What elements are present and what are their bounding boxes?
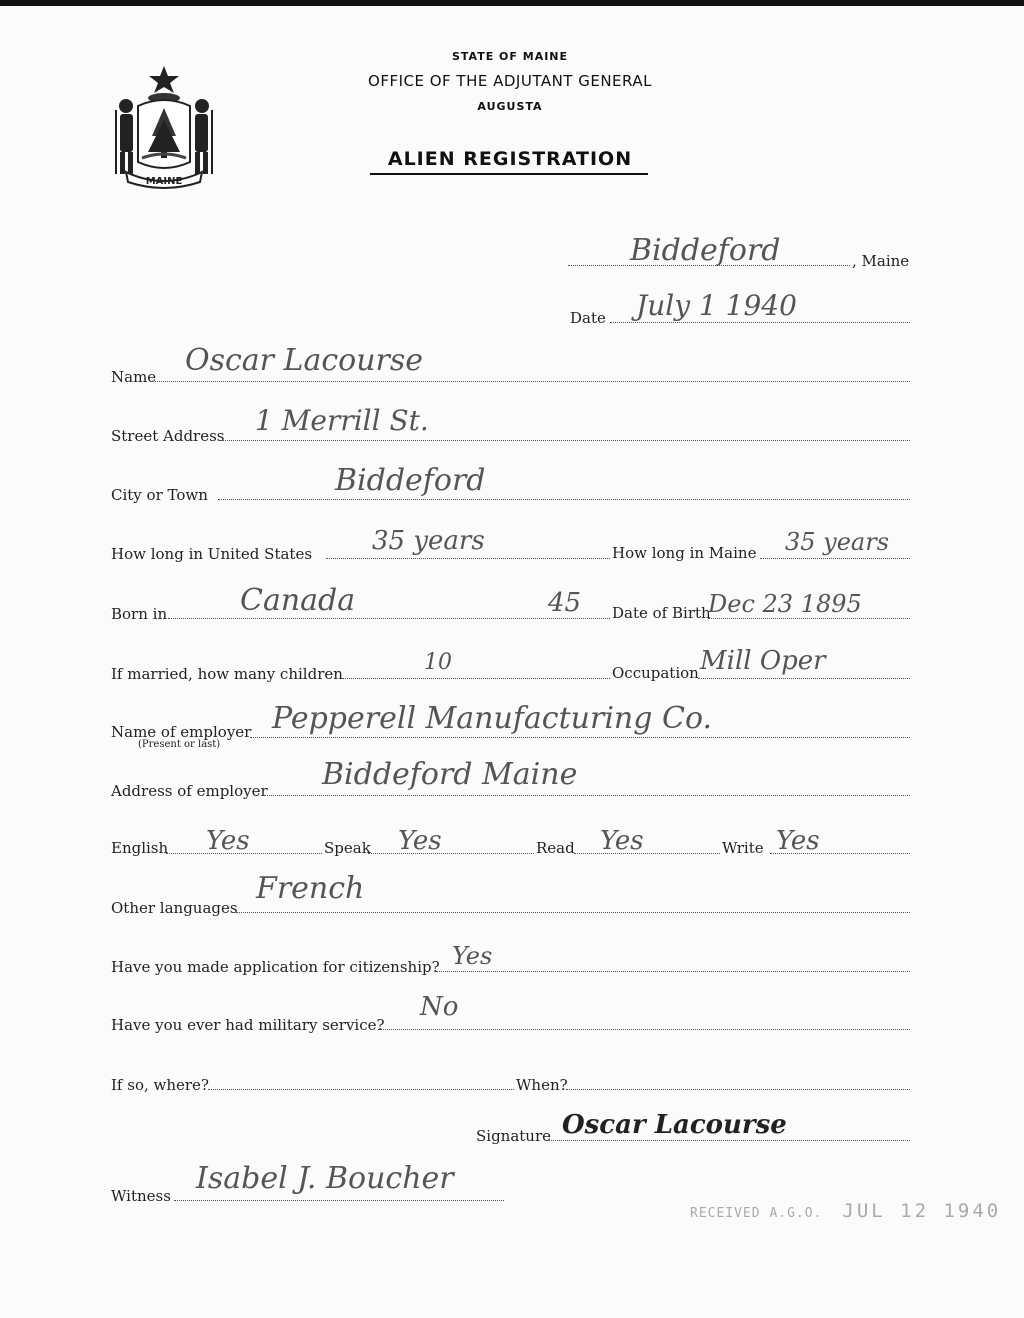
street-value[interactable]: 1 Merrill St. [255, 404, 429, 437]
speak-line [368, 853, 534, 854]
when-line [566, 1089, 910, 1090]
city-line [218, 499, 910, 500]
english-label: English [111, 839, 169, 857]
other-languages-label: Other languages [111, 899, 238, 917]
seal-banner: MAINE [145, 176, 183, 187]
citizenship-label: Have you made application for citizenship? [111, 958, 440, 976]
employer-address-line [264, 795, 910, 796]
witness-value[interactable]: Isabel J. Boucher [196, 1161, 454, 1196]
maine-state-seal [108, 62, 220, 192]
title-underline [370, 173, 648, 175]
occupation-value[interactable]: Mill Oper [700, 646, 826, 676]
city-heading: AUGUSTA [477, 100, 543, 113]
speak-value[interactable]: Yes [398, 826, 442, 856]
if-so-where-label: If so, where? [111, 1076, 209, 1094]
employer-label: Name of employer [111, 723, 252, 741]
name-line [155, 381, 910, 382]
occupation-label: Occupation [612, 664, 699, 682]
age-value[interactable]: 45 [548, 588, 582, 618]
how-long-me-line [760, 558, 910, 559]
city-label: City or Town [111, 486, 208, 504]
citizenship-line [436, 971, 910, 972]
born-in-label: Born in [111, 605, 168, 623]
born-in-line [168, 618, 610, 619]
street-line [222, 440, 910, 441]
read-line [574, 853, 720, 854]
dob-label: Date of Birth [612, 604, 711, 622]
signature-label: Signature [476, 1127, 552, 1145]
how-long-me-label: How long in Maine [612, 544, 757, 562]
other-languages-line [236, 912, 910, 913]
employer-address-value[interactable]: Biddeford Maine [322, 757, 578, 792]
children-value[interactable]: 10 [424, 650, 452, 675]
read-label: Read [536, 839, 575, 857]
dob-line [708, 618, 910, 619]
date-label: Date [570, 309, 606, 327]
place-value[interactable]: Biddeford [630, 233, 781, 268]
stamp-received-text: RECEIVED A.G.O. [690, 1206, 823, 1221]
when-label: When? [516, 1076, 568, 1094]
employer-address-label: Address of employer [111, 782, 268, 800]
signature-value[interactable]: Oscar Lacourse [562, 1110, 787, 1140]
read-value[interactable]: Yes [600, 826, 644, 856]
children-line [342, 678, 610, 679]
stamp-date: JUL 12 1940 [842, 1200, 1002, 1222]
born-in-value[interactable]: Canada [240, 583, 356, 618]
speak-label: Speak [324, 839, 371, 857]
received-stamp [690, 1200, 1001, 1222]
employer-sublabel: (Present or last) [138, 739, 221, 750]
citizenship-value[interactable]: Yes [452, 942, 493, 970]
scan-edge [0, 0, 1024, 6]
form-title: ALIEN REGISTRATION [387, 148, 633, 170]
street-label: Street Address [111, 427, 225, 445]
military-value[interactable]: No [420, 992, 459, 1022]
witness-line [174, 1200, 504, 1201]
write-label: Write [722, 839, 764, 857]
how-long-us-label: How long in United States [111, 545, 313, 563]
how-long-us-value[interactable]: 35 years [372, 526, 485, 556]
military-line [378, 1029, 910, 1030]
state-heading: STATE OF MAINE [451, 50, 569, 63]
witness-label: Witness [111, 1187, 171, 1205]
occupation-line [698, 678, 910, 679]
how-long-us-line [326, 558, 610, 559]
military-label: Have you ever had military service? [111, 1016, 385, 1034]
other-languages-value[interactable]: French [256, 871, 365, 906]
date-line [610, 322, 910, 323]
office-heading: OFFICE OF THE ADJUTANT GENERAL [368, 72, 652, 90]
date-value[interactable]: July 1 1940 [636, 289, 797, 322]
maine-label: , Maine [852, 252, 910, 270]
employer-value[interactable]: Pepperell Manufacturing Co. [272, 701, 713, 736]
children-label: If married, how many children [111, 665, 343, 683]
name-value[interactable]: Oscar Lacourse [185, 343, 424, 378]
english-value[interactable]: Yes [206, 826, 250, 856]
name-label: Name [111, 368, 157, 386]
dob-value[interactable]: Dec 23 1895 [708, 590, 862, 618]
if-so-where-line [208, 1089, 514, 1090]
employer-line [250, 737, 910, 738]
signature-line [546, 1140, 910, 1141]
city-value[interactable]: Biddeford [335, 463, 486, 498]
write-value[interactable]: Yes [776, 826, 820, 856]
how-long-me-value[interactable]: 35 years [785, 528, 890, 556]
